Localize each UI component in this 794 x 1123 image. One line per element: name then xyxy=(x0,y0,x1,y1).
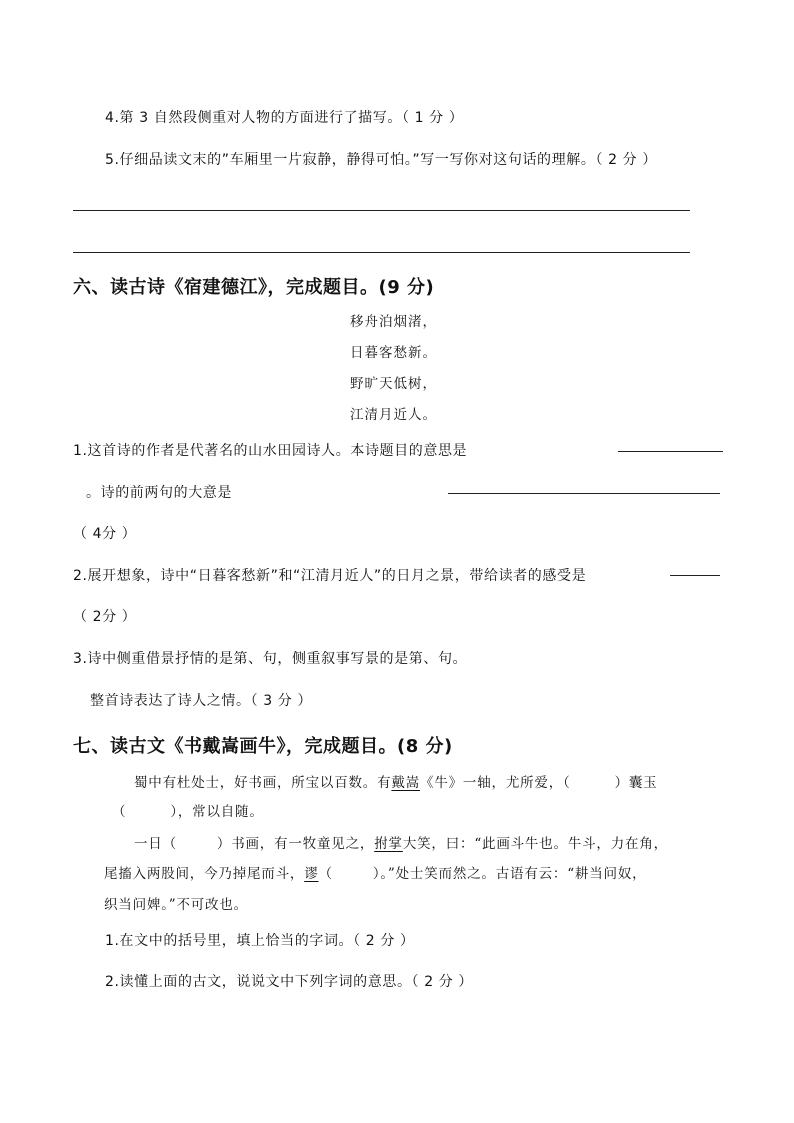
passage-text: 蜀中有杜处士，好书画，所宝以百数。有 xyxy=(134,775,392,791)
answer-line xyxy=(73,210,690,211)
passage-text: （ xyxy=(318,866,333,882)
passage-paragraph-2-end: 织当问婢。”不可改也。 xyxy=(104,897,248,913)
passage-paragraph-2-cont xyxy=(104,862,646,882)
passage-text: ）囊玉 xyxy=(614,775,658,791)
blank-line xyxy=(448,493,720,494)
section-7-heading: 七、读古文《书戴嵩画牛》，完成题目。(8 分) xyxy=(73,736,453,757)
passage-text: 大笑，曰：“此画斗牛也。牛斗，力在角， xyxy=(402,836,668,852)
passage-text: 一日（ xyxy=(134,836,177,852)
section-6-question-1: 1.这首诗的作者是代著名的山水田园诗人。本诗题目的意思是 xyxy=(73,443,468,459)
question-5: 5.仔细品读文末的”车厢里一片寂静，静得可怕。”写一写你对这句话的理解。（ 2 分 ） xyxy=(105,152,657,168)
passage-text: ），常以自随。 xyxy=(170,804,264,820)
poem-line: 野旷天低树， xyxy=(350,376,437,392)
section-7-question-1: 1.在文中的括号里，填上恰当的字词。（ 2 分 ） xyxy=(105,933,415,949)
passage-text: ）。”处士笑而然之。古语有云：“耕当问奴， xyxy=(372,866,647,882)
passage-text: 尾搐入两股间，今乃掉尾而斗， xyxy=(104,866,305,882)
passage-text: ）书画，有一牧童见之， xyxy=(216,836,375,852)
section-6-question-3-cont: 整首诗表达了诗人之情。（ 3 分 ） xyxy=(90,693,313,709)
answer-line xyxy=(73,252,690,253)
question-4: 4.第 3 自然段侧重对人物的方面进行了描写。（ 1 分 ） xyxy=(105,110,464,126)
score-label: （ 4分 ） xyxy=(73,526,137,542)
underlined-word: 戴嵩 xyxy=(391,775,421,791)
section-6-question-3: 3.诗中侧重借景抒情的是第、句，侧重叙事写景的是第、句。 xyxy=(73,651,468,667)
blank-line xyxy=(670,575,720,576)
section-7-question-2: 2.读懂上面的古文，说说文中下列字词的意思。（ 2 分 ） xyxy=(105,974,474,990)
passage-text: （ xyxy=(112,804,127,820)
underlined-word: 谬 xyxy=(304,866,319,882)
passage-paragraph-2 xyxy=(134,832,668,852)
underlined-word: 拊掌 xyxy=(374,836,403,852)
passage-paragraph-1-cont xyxy=(112,800,264,820)
passage-text: 《牛》一轴，尤所爱，（ xyxy=(420,775,571,791)
section-6-question-1-cont: 。诗的前两句的大意是 xyxy=(86,485,232,501)
poem-line: 江清月近人。 xyxy=(350,407,437,423)
blank-line xyxy=(618,451,723,452)
passage-paragraph-1 xyxy=(134,771,657,791)
score-label: （ 2分 ） xyxy=(73,609,137,625)
section-6-question-2: 2.展开想象，诗中“日暮客愁新”和“江清月近人”的日月之景，带给读者的感受是 xyxy=(73,568,587,584)
poem-line: 日暮客愁新。 xyxy=(350,345,437,361)
section-6-heading: 六、读古诗《宿建德江》，完成题目。(9 分) xyxy=(73,277,435,298)
poem-line: 移舟泊烟渚， xyxy=(350,314,437,330)
